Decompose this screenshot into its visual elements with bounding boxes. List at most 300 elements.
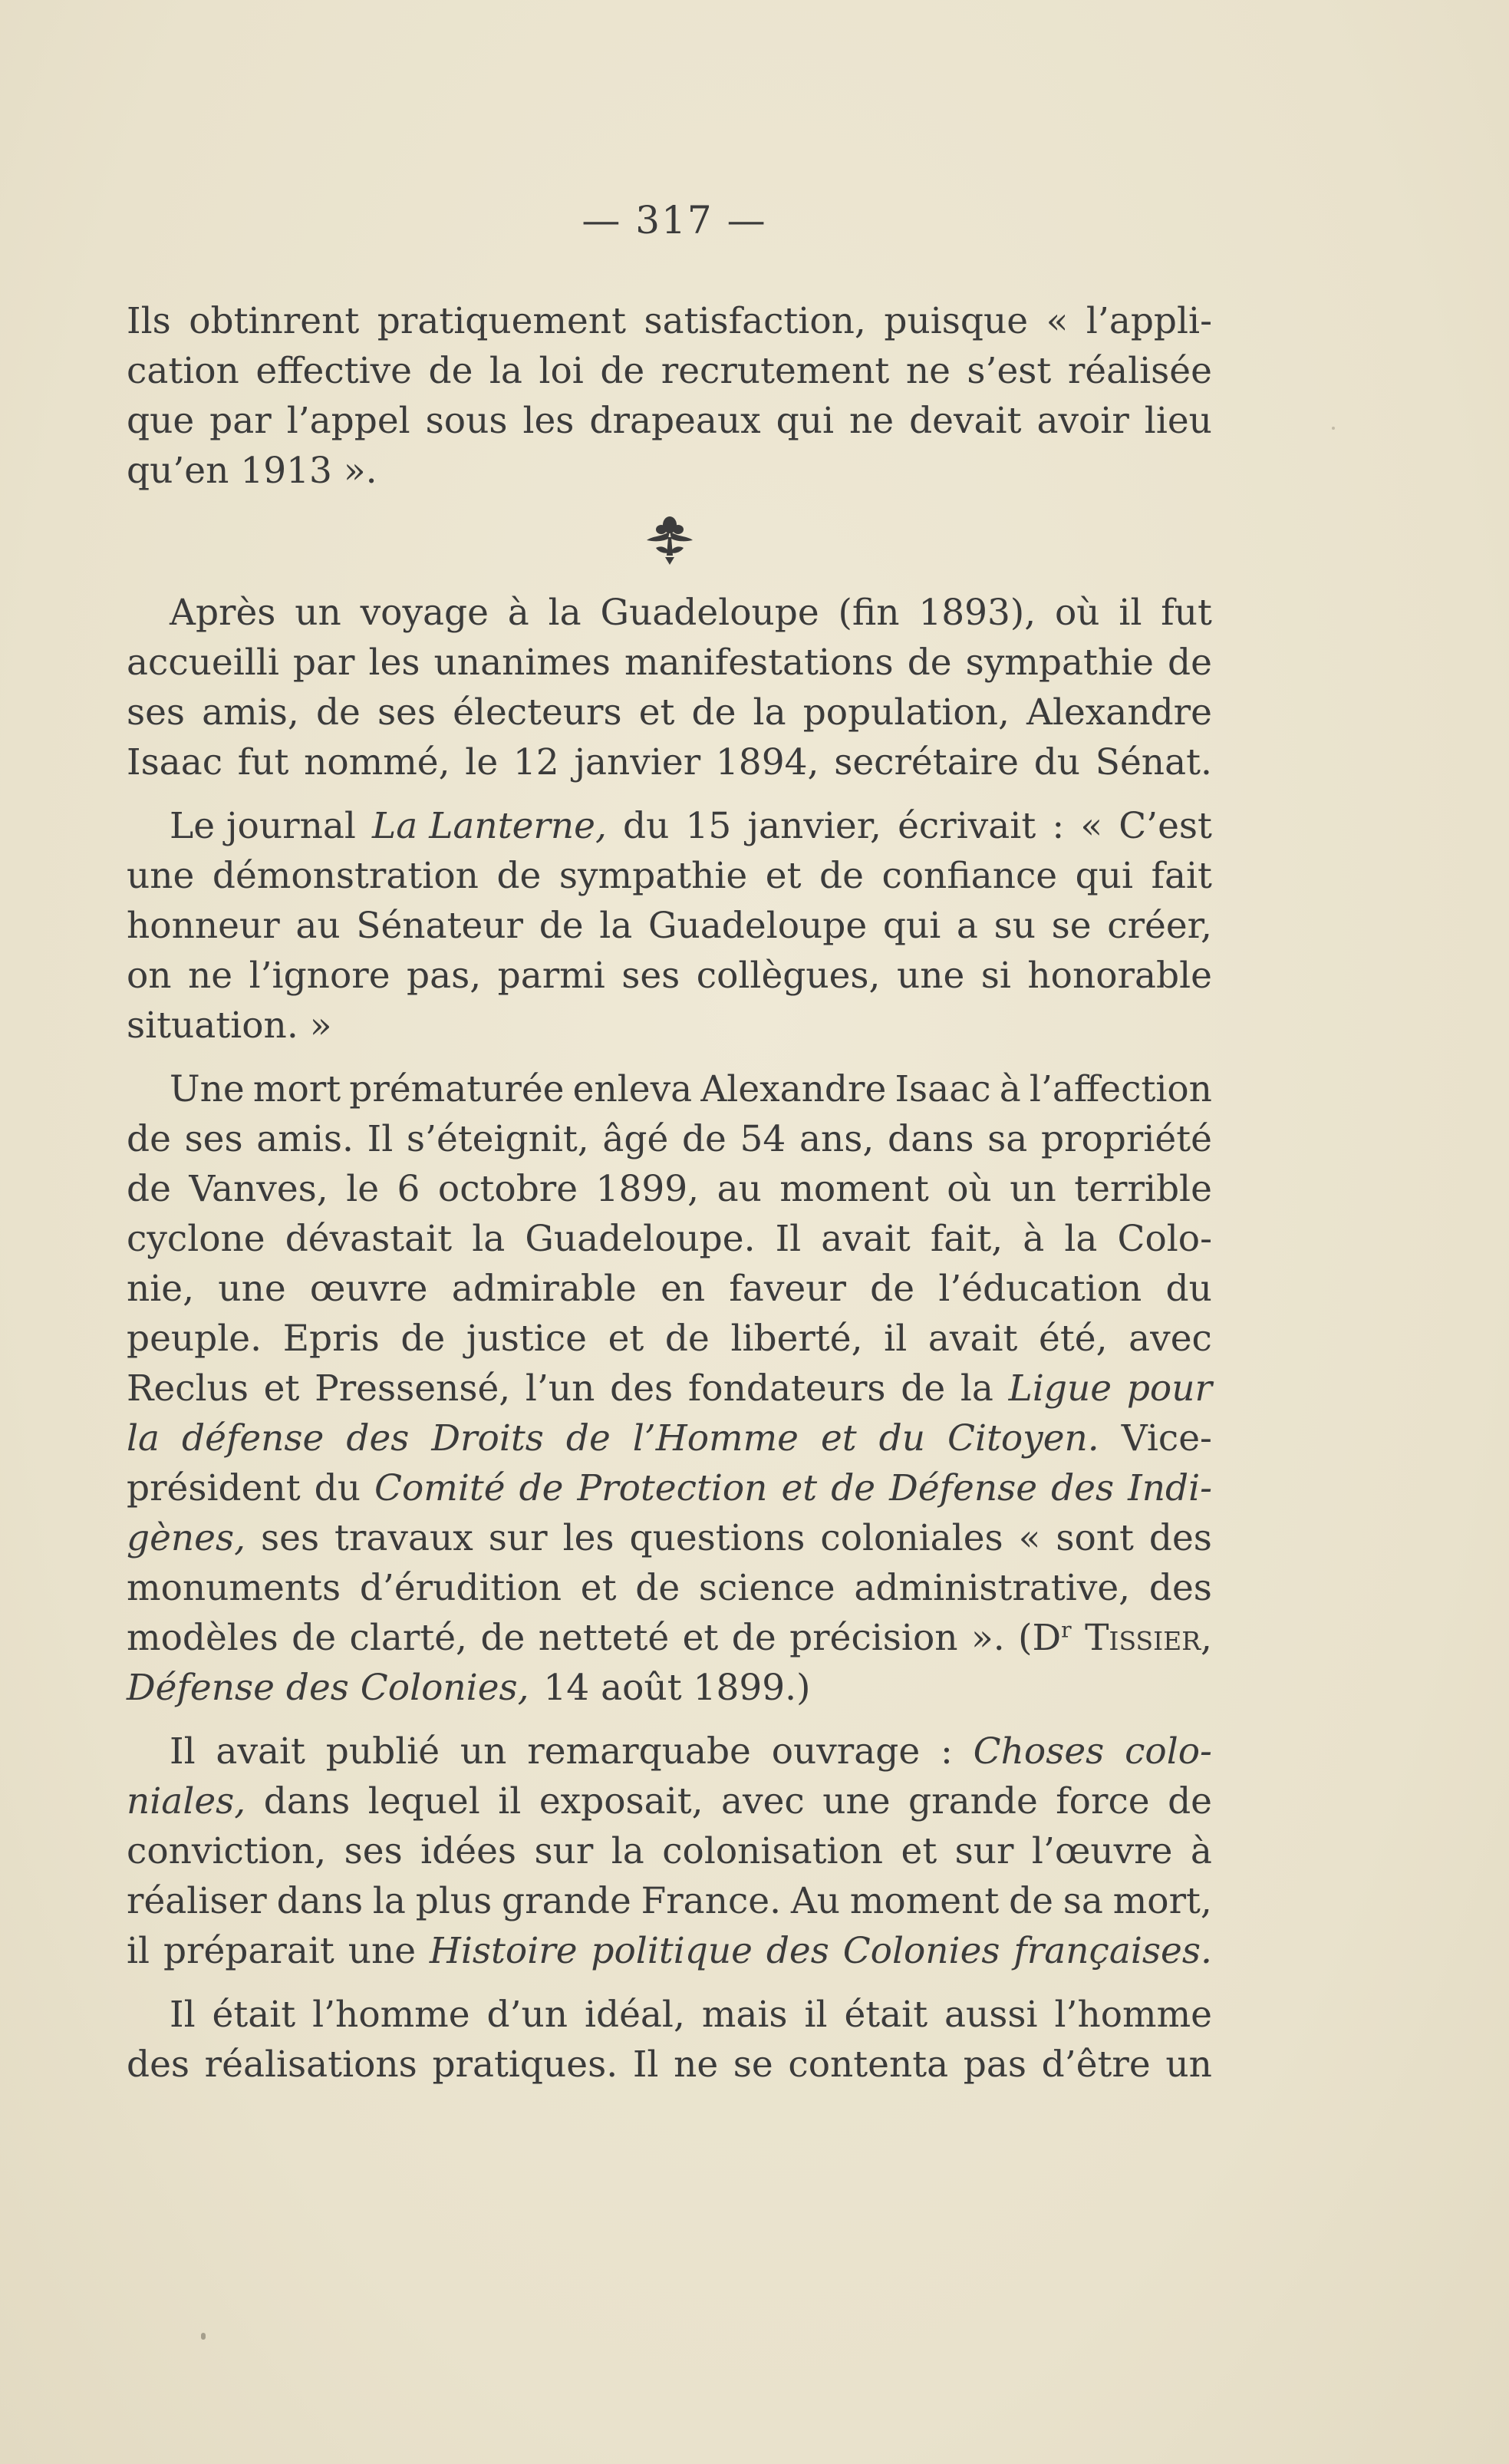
word: Epris [282,1318,380,1360]
word: 54 [740,1118,786,1160]
text-line [127,1727,1212,1776]
word: de [496,855,542,897]
word: où [1055,592,1100,634]
word: réaliser [127,1880,267,1922]
word: justice [466,1318,587,1360]
word: la [127,1417,160,1460]
word: Une [170,1068,245,1110]
word: Il [170,1994,196,2036]
word: Il [775,1218,802,1260]
word: (D [1018,1617,1062,1659]
word: plus [415,1880,493,1922]
word: de [870,1268,915,1310]
text-line [127,1314,1212,1364]
word: des [127,2043,190,2086]
word: fut [237,741,289,783]
word: sur [488,1517,548,1559]
word: lieu [1144,400,1212,442]
word: Guadeloupe [600,592,819,634]
word: mort [252,1068,341,1110]
word: des [1051,1467,1115,1509]
word: de [1168,642,1212,684]
word: fait, [930,1218,1003,1260]
word: à [1190,1830,1212,1872]
word: Alexandre [1026,691,1212,734]
text-line [127,901,1212,951]
word: des [766,1930,829,1972]
word: de [127,1118,171,1160]
word: sympathie [558,855,748,897]
author-name: Tissier, [1085,1617,1212,1659]
text-line [127,1064,1212,1114]
word: et [580,1567,617,1609]
word: qui [776,400,835,442]
word: Il [170,1730,196,1773]
text-line [127,446,1212,496]
text-line [127,296,1212,346]
word: ses [377,691,436,734]
word: nie, [127,1268,195,1310]
text-run: qu’en 1913 ». [127,450,377,492]
paper-speck [1332,427,1335,430]
word: écrivait [898,805,1036,847]
text-line [127,638,1212,688]
word: et [781,1467,818,1509]
word: Après [170,592,276,634]
word: l’Homme [632,1417,799,1460]
word: il [884,1318,908,1360]
word: au [295,905,341,947]
word: octobre [437,1168,578,1210]
word: peuple. [127,1318,262,1360]
word: une [348,1930,417,1972]
word: questions [629,1517,806,1559]
word: d’être [1041,2043,1151,2086]
word: à [1023,1218,1045,1260]
word: se [1051,905,1092,947]
word: créer, [1107,905,1212,947]
word: démonstration [212,855,479,897]
text-line [127,1463,1212,1513]
word: monuments [127,1567,341,1609]
word: fut [1161,592,1212,634]
word: était [212,1994,296,2036]
word: été, [1039,1318,1108,1360]
word: (fin [838,592,900,634]
text-line [127,1563,1212,1613]
text-line [127,1001,1212,1051]
word: su [993,905,1036,947]
word: administrative, [854,1567,1131,1609]
word: mort, [1112,1880,1212,1922]
word: la [611,1830,644,1872]
word: terrible [1074,1168,1212,1210]
word: pratiquement [377,300,626,342]
text-line [127,1926,1212,1976]
word: la [960,1367,993,1410]
word: à [507,592,529,634]
word: conviction, [127,1830,327,1872]
word: il [1119,592,1142,634]
word: coloniales [820,1517,1003,1559]
word: honorable [1027,955,1212,997]
word: collègues, [696,955,881,997]
word: Protection [577,1467,768,1509]
word: ne [188,955,233,997]
word: avait [216,1730,305,1773]
text-line [127,588,1212,638]
text-line [127,1264,1212,1314]
fleuron-ornament-icon [127,496,1212,588]
newspaper-title: La Lanterne, [372,805,607,847]
word: la [372,1880,406,1922]
word: Guadeloupe [647,905,868,947]
word: netteté [538,1617,670,1659]
word: Isaac [895,1068,991,1110]
word: loi [539,350,584,392]
word: dans [888,1118,974,1160]
word: avec [721,1780,805,1822]
text-line [127,346,1212,396]
word: l’appli- [1086,300,1212,342]
word: Alexandre [700,1068,887,1110]
word: les [522,400,575,442]
text-line [127,851,1212,901]
word: Comité [374,1467,506,1509]
word: un [460,1730,507,1773]
word: recrutement [661,350,890,392]
text-line [127,1663,1212,1713]
word: une [218,1268,286,1310]
word: était [844,1994,928,2036]
word: une [822,1780,891,1822]
word: et [765,855,802,897]
word: la [472,1218,506,1260]
word: cation [127,350,239,392]
word: un [295,592,341,634]
word: « [1080,805,1103,847]
word: âgé [602,1118,669,1160]
word: de [1168,1780,1212,1822]
word: avait [821,1218,911,1260]
word: Il [632,2043,659,2086]
word: du [1165,1268,1212,1310]
word: sa [987,1118,1028,1160]
word: Ligue [1008,1367,1112,1410]
word: satisfaction, [644,300,866,342]
word: publié [325,1730,440,1773]
word: confiance [881,855,1058,897]
word: la [548,592,582,634]
word: une [896,955,965,997]
word: Ils [127,300,171,342]
word: de [428,350,473,392]
word: il [498,1780,522,1822]
superscript: r [1061,1617,1072,1643]
word: « [1018,1517,1041,1559]
word: les [368,642,420,684]
word: ses [261,1517,320,1559]
text-line [127,688,1212,737]
word: de [400,1318,446,1360]
word: puisque [884,300,1029,342]
word: clarté, [349,1617,467,1659]
word: Choses [973,1730,1105,1773]
word: ses [127,691,186,734]
word: : [941,1730,953,1773]
word: ne [674,2043,719,2086]
word: sympathie [965,642,1154,684]
word: ans, [799,1118,875,1160]
word: l’appel [286,400,410,442]
word: pas, [406,955,482,997]
word: sa [1063,1880,1103,1922]
word: ouvrage [771,1730,921,1773]
word: Vanves, [189,1168,328,1210]
word: la [753,691,786,734]
word: janvier, [747,805,881,847]
word: précision [789,1617,958,1659]
word: un [1010,1168,1056,1210]
word: nommé, [304,741,450,783]
word: du [314,1467,361,1509]
word: de [127,1168,171,1210]
word: et [638,691,675,734]
word: on [127,955,172,997]
word: C’est [1119,805,1212,847]
word: Droits [431,1417,544,1460]
word: qui [1075,855,1134,897]
word: du [878,1417,925,1460]
word: Sénateur [356,905,524,947]
text-line [127,1214,1212,1264]
word: : [1052,805,1065,847]
word: la [599,905,633,947]
paper-speck [201,2333,206,2340]
word: où [947,1168,992,1210]
word: pour [1126,1367,1212,1410]
word: colo- [1125,1730,1212,1773]
word: Sénat. [1095,741,1212,783]
word: Guadeloupe. [525,1218,756,1260]
text-line [127,1114,1212,1164]
word: œuvre [309,1268,428,1310]
word: se [733,2043,773,2086]
word: prématurée [349,1068,565,1110]
word: moment [779,1168,929,1210]
word: l’éducation [938,1268,1142,1310]
text-line [127,2040,1212,2090]
word: travaux [334,1517,473,1559]
text-run: gènes, [127,1517,246,1559]
text-line [127,801,1212,851]
word: d’érudition [359,1567,562,1609]
word: science [698,1567,835,1609]
word: 6 [397,1168,420,1210]
word: de [292,1617,337,1659]
word: de [315,691,361,734]
word: de [819,855,864,897]
word: de [1009,1880,1053,1922]
word: de [480,1617,526,1659]
word: ne [905,350,951,392]
word: Pressensé, [315,1367,511,1410]
word: avec [1128,1318,1212,1360]
word: et [820,1417,857,1460]
word: de [831,1467,876,1509]
word: réalisée [1067,350,1212,392]
word: de [600,350,645,392]
word: dans [263,1780,351,1822]
word: amis, [202,691,299,734]
word: ses [621,955,680,997]
word: et [263,1367,300,1410]
periodical-title: Défense des Colonies, [127,1667,529,1709]
word: s’est [967,350,1052,392]
text-run: situation. » [127,1004,332,1047]
word: l’affection [1029,1068,1212,1110]
word: idéal, [584,1994,685,2036]
word: à [999,1068,1021,1110]
word: la [489,350,522,392]
word: pas [963,2043,1027,2086]
word: population, [802,691,1010,734]
word: en [661,1268,706,1310]
text-line [127,1776,1212,1826]
word: électeurs [453,691,622,734]
word: Indi- [1128,1467,1212,1509]
word: l’un [525,1367,595,1410]
word: de [901,1367,946,1410]
word: parmi [497,955,605,997]
word: honneur [127,905,280,947]
word: « [1046,300,1069,342]
word: qui [882,905,941,947]
word: contenta [788,2043,949,2086]
word: grande [908,1780,1038,1822]
text-run: 14 août 1899.) [543,1667,811,1709]
text-line [127,1364,1212,1413]
word: de [664,1318,710,1360]
word: président [127,1467,301,1509]
text-line [127,1613,1212,1663]
word: dans [276,1880,364,1922]
word: ses [344,1830,403,1872]
word: exposait, [539,1780,703,1822]
word: des [346,1417,410,1460]
word: janvier [574,741,701,783]
word: il [127,1930,150,1972]
word: le [465,741,499,783]
word: réalisations [204,2043,417,2086]
word: propriété [1040,1118,1212,1160]
text-line [127,737,1212,787]
word: politique [591,1930,753,1972]
word: sont [1056,1517,1134,1559]
word: Reclus [127,1367,249,1410]
word: obtinrent [189,300,360,342]
word: de [565,1417,611,1460]
word: drapeaux [589,400,761,442]
word: remarquabe [527,1730,751,1773]
text-line [127,1826,1212,1876]
word: des [1148,1517,1212,1559]
word: grande [502,1880,631,1922]
text-line [127,1990,1212,2040]
word: par [292,642,355,684]
text-line [127,951,1212,1001]
word: manifestations [624,642,894,684]
word: force [1056,1780,1150,1822]
word: 1899, [595,1168,700,1210]
word: Histoire [429,1930,578,1972]
word: l’homme [312,1994,470,2036]
word: 15 [685,805,732,847]
word: Il [367,1118,394,1160]
word: lequel [367,1780,480,1822]
word: moment [849,1880,1000,1922]
word: effective [255,350,412,392]
word: défense [182,1417,325,1460]
word: de [731,1617,776,1659]
word: cyclone [127,1218,265,1260]
word: des [1148,1567,1212,1609]
text-line [127,396,1212,446]
word: sous [425,400,508,442]
word: d’un [486,1994,568,2036]
word: a [956,905,978,947]
page-number: — 317 — [582,198,767,242]
text-line [127,1164,1212,1214]
word: de [907,642,952,684]
word: la [1064,1218,1098,1260]
word: le [346,1168,380,1210]
word: des [610,1367,674,1410]
word: ne [849,400,895,442]
word: et [608,1318,644,1360]
word: du [623,805,670,847]
word: de [681,1118,726,1160]
word: un [1165,2043,1212,2086]
text-run: niales, [127,1780,246,1822]
word: de [519,1467,564,1509]
word: avoir [1036,400,1129,442]
word: enleva [572,1068,693,1110]
word: pratiques. [432,2043,618,2086]
text-line [127,1513,1212,1563]
word: sur [954,1830,1014,1872]
word: France. [641,1880,782,1922]
word: s’éteignit, [406,1118,589,1160]
word: l’ignore [249,955,390,997]
word: que [127,400,195,442]
word: dévastait [285,1218,453,1260]
word: et [682,1617,719,1659]
word: les [562,1517,614,1559]
word: du [1033,741,1081,783]
text-run: Vice- [1121,1417,1212,1460]
body-text [127,296,1212,2090]
word: faveur [729,1268,846,1310]
word: françaises. [1013,1930,1212,1972]
word: au [717,1168,762,1210]
word: colonisation [662,1830,884,1872]
text-line [127,1876,1212,1926]
word: Défense [889,1467,1038,1509]
word: une [127,855,195,897]
word: admirable [451,1268,637,1310]
text-line [127,1413,1212,1463]
